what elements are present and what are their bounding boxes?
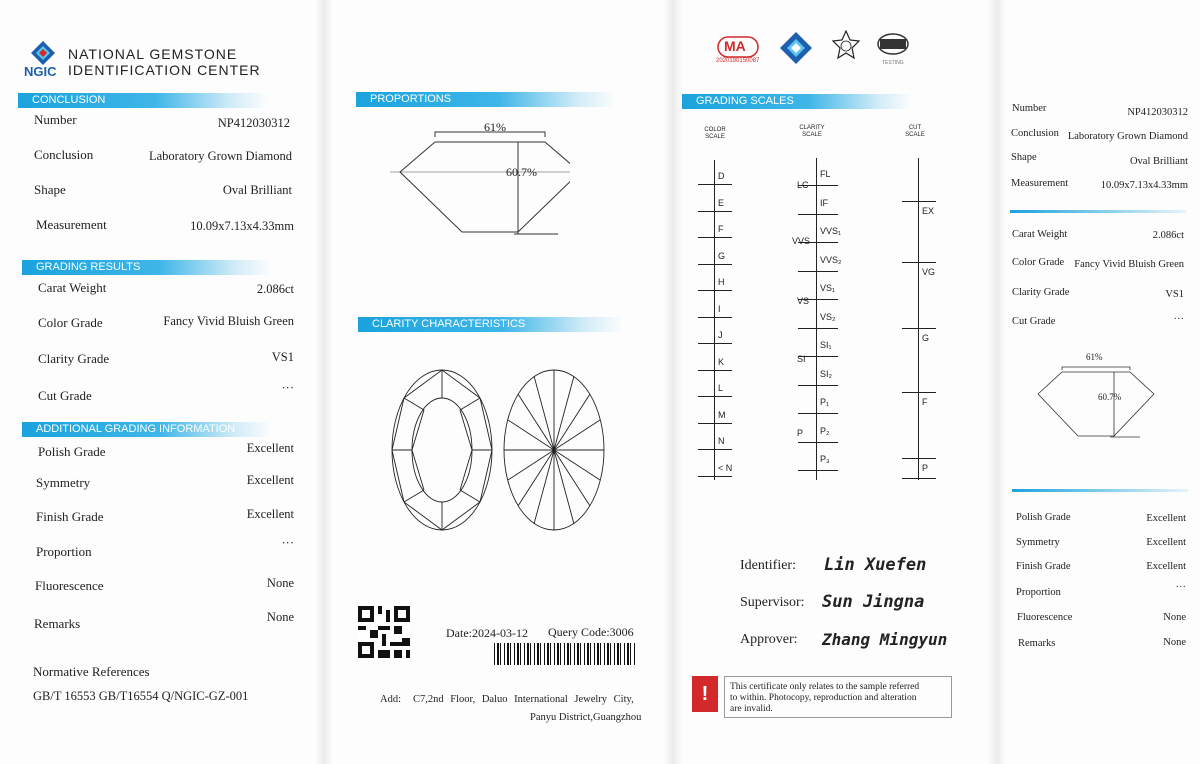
clarity-scale-grade: FL <box>820 169 831 179</box>
summary-fluorescence-value: None <box>1163 612 1186 623</box>
exclamation-icon: ! <box>692 676 718 712</box>
color-scale-tick <box>698 211 732 212</box>
query-code: Query Code:3006 <box>548 625 634 639</box>
ngic-logo-text: NGIC <box>24 64 57 79</box>
finish-grade-label: Finish Grade <box>36 509 104 524</box>
identifier-signature: Lin Xuefen <box>824 555 927 575</box>
shape-label: Shape <box>34 182 66 197</box>
summary-measurement-value: 10.09x7.13x4.33mm <box>1100 180 1188 191</box>
color-scale-tick <box>698 396 732 397</box>
summary-polish-value: Excellent <box>1146 513 1186 524</box>
color-scale-grade: K <box>718 356 725 367</box>
color-scale-grade: N <box>718 436 725 446</box>
supervisor-label: Supervisor: <box>740 595 805 610</box>
remarks-label: Remarks <box>34 616 81 631</box>
color-scale-tick <box>698 290 732 291</box>
color-scale-grade: < N <box>718 462 733 473</box>
proportion-label: Proportion <box>36 544 92 559</box>
testing-text: TESTING <box>882 60 904 66</box>
color-scale-tick <box>698 476 732 477</box>
summary-polish-label: Polish Grade <box>1016 512 1071 523</box>
finish-grade-value: Excellent <box>246 507 294 521</box>
color-scale-grade: G <box>718 250 726 261</box>
clarity-characteristics-bar: CLARITY CHARACTERISTICS <box>358 317 623 332</box>
color-scale-grade: J <box>718 330 723 340</box>
approver-signature: Zhang Mingyun <box>822 630 948 649</box>
summary-clarity-value: VS1 <box>1165 289 1184 300</box>
summary-number-value: NP412030312 <box>1127 107 1188 118</box>
summary-depth-percentage: 60.7% <box>1098 392 1122 402</box>
testing-logo-icon <box>876 32 910 61</box>
color-scale-tick <box>698 264 732 265</box>
summary-shape-label: Shape <box>1011 152 1037 163</box>
shape-value: Oval Brilliant <box>222 183 292 197</box>
notice-text: This certificate only relates to the sample referred to within. Photocopy, reproduction and alteration are invalid. <box>730 682 920 714</box>
clarity-scale-grade: P₃ <box>820 454 830 464</box>
summary-symmetry-value: Excellent <box>1146 537 1186 548</box>
summary-table-percentage: 61% <box>1086 352 1103 362</box>
cut-scale-tick <box>902 328 936 329</box>
clarity-scale-group: VVS <box>792 236 811 246</box>
symmetry-value: Excellent <box>246 473 294 487</box>
color-scale-tick <box>698 237 732 238</box>
summary-fluorescence-label: Fluorescence <box>1017 612 1073 623</box>
summary-clarity-label: Clarity Grade <box>1012 287 1070 298</box>
clarity-scale-group: VS <box>797 296 810 306</box>
cut-scale-title: CUT SCALE <box>905 125 925 138</box>
summary-proportion-label: Proportion <box>1016 587 1061 598</box>
grading-results-section-bar: GRADING RESULTS <box>22 260 272 275</box>
address-line2: Panyu District,Guangzhou <box>530 712 642 723</box>
proportions-section-bar: PROPORTIONS <box>356 92 616 107</box>
summary-carat-label: Carat Weight <box>1012 229 1068 240</box>
approver-label: Approver: <box>740 632 798 647</box>
cut-scale-grade: G <box>922 333 930 343</box>
address-label: Add: <box>380 694 401 705</box>
measurement-label: Measurement <box>36 217 107 232</box>
clarity-scale-grade: P₁ <box>820 397 830 407</box>
fold-shadow <box>315 0 333 764</box>
cma-text: MA <box>724 38 746 54</box>
diamond-logo-icon <box>778 30 814 71</box>
color-scale-grade: F <box>718 224 724 234</box>
clarity-scale-tick <box>798 385 838 386</box>
summary-color-label: Color Grade <box>1012 257 1065 268</box>
number-label: Number <box>34 112 77 127</box>
clarity-scale-tick <box>798 271 838 272</box>
clarity-scale-grade: VS₁ <box>820 283 836 293</box>
color-scale-tick <box>698 317 732 318</box>
address-line1: C7,2nd Floor, Daluo International Jewelry City, <box>413 694 634 705</box>
clarity-scale-tick <box>798 470 838 471</box>
color-scale-grade: I <box>718 303 721 314</box>
color-scale-line <box>714 160 715 480</box>
summary-cut-value: ··· <box>1173 314 1184 325</box>
additional-info-section-bar: ADDITIONAL GRADING INFORMATION <box>22 422 272 437</box>
identifier-label: Identifier: <box>740 558 796 573</box>
cut-scale-tick <box>902 478 936 479</box>
supervisor-signature: Sun Jingna <box>822 592 925 612</box>
conclusion-value: Laboratory Grown Diamond <box>148 149 292 163</box>
summary-finish-value: Excellent <box>1146 561 1186 572</box>
cut-scale-grade: EX <box>922 206 935 216</box>
summary-proportion-value: ··· <box>1175 582 1186 593</box>
cma-number: 2020190150087 <box>716 58 760 64</box>
proportions-diagram <box>390 120 570 240</box>
color-scale-grade: E <box>718 197 725 208</box>
clarity-scale-grade: SI₁ <box>820 340 832 350</box>
clarity-scale-tick <box>798 442 838 443</box>
clarity-scale-group: P <box>797 428 804 438</box>
clarity-grade-value: VS1 <box>271 350 294 364</box>
normative-references-text: GB/T 16553 GB/T16554 Q/NGIC-GZ-001 <box>33 689 249 703</box>
clarity-scale-grade: IF <box>820 197 828 208</box>
remarks-value: None <box>266 610 294 624</box>
clarity-scale-grade: VVS₂ <box>820 254 842 265</box>
clarity-scale-group: SI <box>797 354 806 364</box>
summary-conclusion-label: Conclusion <box>1011 128 1059 139</box>
measurement-value: 10.09x7.13x4.33mm <box>190 219 294 233</box>
summary-finish-label: Finish Grade <box>1016 561 1071 572</box>
conclusion-section-bar: CONCLUSION <box>18 93 268 108</box>
color-scale-grade: H <box>718 277 725 287</box>
fluorescence-label: Fluorescence <box>35 578 104 593</box>
cut-scale-tick <box>902 262 936 263</box>
clarity-scale-tick <box>798 328 838 329</box>
fluorescence-value: None <box>266 576 294 590</box>
org-name-line2: IDENTIFICATION CENTER <box>68 62 261 78</box>
color-scale-tick <box>698 423 732 424</box>
clarity-scale-grade: SI₂ <box>820 368 832 379</box>
summary-cut-label: Cut Grade <box>1012 316 1056 327</box>
cut-scale-grade: VG <box>922 267 936 277</box>
clarity-scale-tick <box>798 214 838 215</box>
clarity-grade-label: Clarity Grade <box>38 351 110 366</box>
symmetry-label: Symmetry <box>36 475 91 490</box>
cut-scale-tick <box>902 458 936 459</box>
org-name-line1: NATIONAL GEMSTONE <box>68 46 238 62</box>
color-scale-grade: D <box>718 171 725 181</box>
color-scale-tick <box>698 449 732 450</box>
clarity-scale-grade: P₂ <box>820 425 830 436</box>
color-grade-value: Fancy Vivid Bluish Green <box>163 314 294 328</box>
color-scale-grade: M <box>718 409 726 420</box>
qr-code[interactable] <box>358 606 410 658</box>
summary-number-label: Number <box>1012 103 1047 114</box>
color-scale-tick <box>698 343 732 344</box>
cut-scale-tick <box>902 392 936 393</box>
summary-color-value: Fancy Vivid Bluish Green <box>1074 259 1184 270</box>
cut-scale-tick <box>902 201 936 202</box>
summary-remarks-value: None <box>1163 637 1186 648</box>
cut-scale-line <box>918 158 919 480</box>
star-badge-icon <box>832 30 860 65</box>
fold-shadow <box>988 0 1006 764</box>
summary-measurement-label: Measurement <box>1011 178 1069 189</box>
color-scale-tick <box>698 370 732 371</box>
proportion-value: ··· <box>281 536 294 550</box>
barcode <box>494 643 636 665</box>
summary-shape-value: Oval Brilliant <box>1129 156 1188 167</box>
grading-scales-section-bar: GRADING SCALES <box>682 94 912 109</box>
number-value: NP412030312 <box>217 116 290 130</box>
summary-conclusion-value: Laboratory Grown Diamond <box>1067 131 1188 142</box>
conclusion-label: Conclusion <box>34 147 94 162</box>
clarity-plot-diagram <box>390 368 610 533</box>
carat-weight-label: Carat Weight <box>38 280 107 295</box>
clarity-scale-title: CLARITY SCALE <box>799 125 825 138</box>
color-scale-grade: L <box>718 383 724 393</box>
clarity-scale-grade: VVS₁ <box>820 226 842 236</box>
summary-symmetry-label: Symmetry <box>1016 537 1060 548</box>
cut-grade-label: Cut Grade <box>38 388 92 403</box>
summary-remarks-label: Remarks <box>1018 638 1056 649</box>
polish-grade-label: Polish Grade <box>38 444 106 459</box>
cut-scale-grade: F <box>922 397 928 407</box>
report-date: Date:2024-03-12 <box>446 626 528 640</box>
clarity-scale-line <box>816 158 817 480</box>
fold-shadow <box>664 0 682 764</box>
clarity-scale-group: LC <box>797 180 809 190</box>
normative-references-title: Normative References <box>33 664 150 679</box>
clarity-scale-grade: VS₂ <box>820 311 836 322</box>
color-scale-tick <box>698 184 732 185</box>
summary-carat-value: 2.086ct <box>1152 230 1184 241</box>
carat-weight-value: 2.086ct <box>256 282 294 296</box>
table-percentage: 61% <box>484 120 506 134</box>
summary-divider <box>1010 210 1186 213</box>
depth-percentage: 60.7% <box>506 165 537 179</box>
color-scale-title: COLOR SCALE <box>704 127 726 140</box>
color-grade-label: Color Grade <box>38 315 103 330</box>
polish-grade-value: Excellent <box>246 441 294 455</box>
cut-scale-grade: P <box>922 463 929 473</box>
clarity-scale-tick <box>798 413 838 414</box>
cut-grade-value: ··· <box>281 381 294 395</box>
summary-divider <box>1012 489 1188 492</box>
